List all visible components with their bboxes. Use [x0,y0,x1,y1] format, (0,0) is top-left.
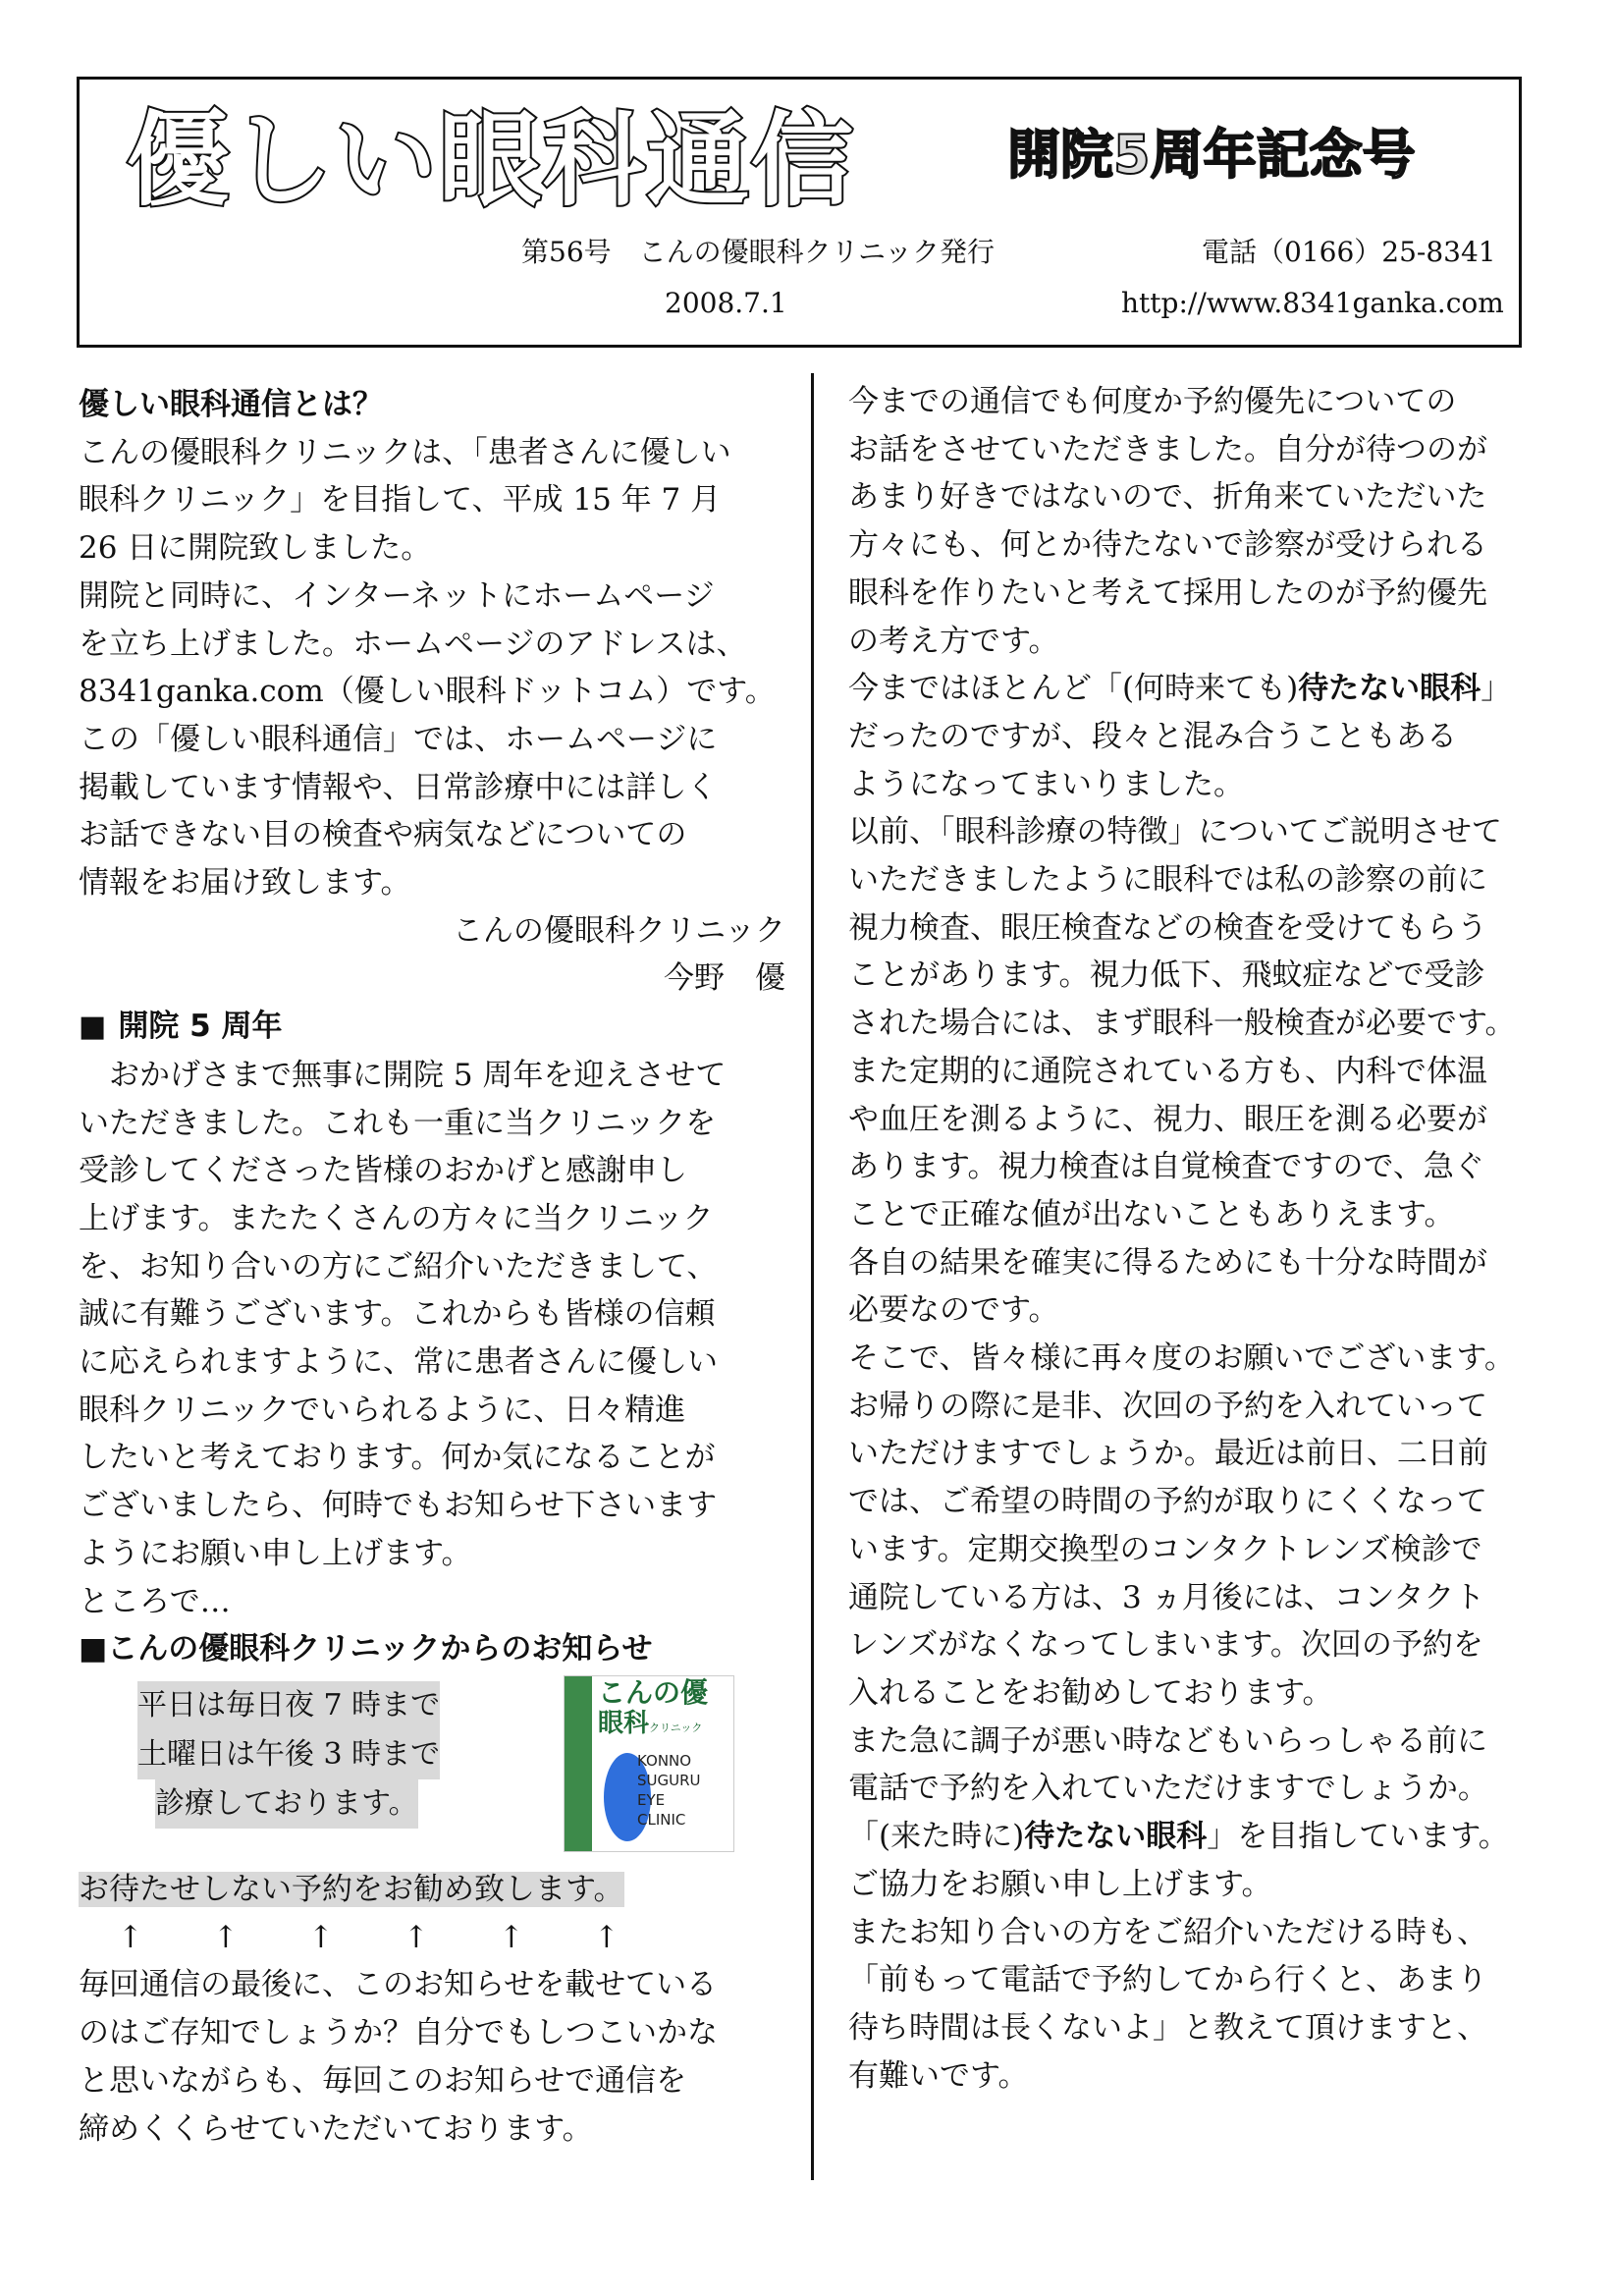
body-line: 各自の結果を確実に得るためにも十分な時間が [848,1244,1487,1281]
no-wait-emphasis: 待たない眼科 [1298,671,1481,707]
logo-text-line2: 眼科クリニック [598,1708,703,1738]
newsletter-title: 優しい眼科通信 [127,100,856,220]
body-line: 入れることをお勧めしております。 [848,1674,1333,1711]
issue-line: 第56号 こんの優眼科クリニック発行 [521,236,995,268]
body-line: を立ち上げました。ホームページのアドレスは、 [79,626,747,662]
hours-note: 診療しております。 [155,1779,418,1829]
body-line: 通院している方は、3 ヵ月後には、コンタクト [848,1579,1485,1615]
up-arrow-icon: ↑ [213,1919,239,1955]
body-line: また急に調子が悪い時などもいらっしゃる前に [848,1722,1487,1759]
anniversary-heading [79,1003,785,1052]
body-line: に応えられますように、常に患者さんに優しい [79,1344,718,1381]
body-line: 情報をお届け致します。 [79,865,411,902]
body-line: や血圧を測るように、視力、眼圧を測る必要が [848,1101,1487,1137]
wait-line-1: 今まではほとんど「(何時来ても)待たない眼科」 [848,671,1512,707]
body-line: お帰りの際に是非、次回の予約を入れていって [848,1388,1487,1424]
right-column [848,378,1547,2100]
clinic-hours [137,1681,440,1829]
body-line: 有難いです。 [848,2057,1029,2094]
body-line: のはご存知でしょうか？自分でもしつこいかな [79,2015,718,2051]
signature-clinic: こんの優眼科クリニック [452,912,785,949]
body-line: 上げます。またたくさんの方々に当クリニック [79,1200,714,1236]
body-line: ようにお願い申し上げます。 [79,1535,472,1571]
body-line: いただけますでしょうか。最近は前日、二日前 [848,1436,1488,1472]
body-line: お話をさせていただきました。自分が待つのが [848,431,1487,467]
body-line: 視力検査、眼圧検査などの検査を受けてもらう [848,909,1487,946]
body-line: 眼科クリニックでいられるように、日々精進 [79,1392,686,1428]
body-line: ご協力をお願い申し上げます。 [848,1866,1272,1902]
reservation-closing [848,1861,1547,2101]
body-line: では、ご希望の時間の予約が取りにくくなって [848,1484,1487,1520]
notice-box [79,1673,785,1866]
body-line: そこで、皆々様に再々度のお願いでございます。 [848,1340,1515,1377]
body-line: 受診してくださった皆様のおかげと感謝申し [79,1153,687,1189]
anniversary-body [79,1052,785,1625]
body-line: 26 日に開院致しました。 [79,530,432,567]
body-line: あります。視力検査は自覚検査ですので、急ぐ [848,1149,1484,1185]
body-line: います。定期交換型のコンタクトレンズ検診で [848,1531,1482,1567]
logo-accent-bar [565,1676,592,1851]
no-wait-emphasis: 待たない眼科 [1024,1819,1208,1855]
phone-number: 電話（0166）25-8341 [1202,236,1496,268]
body-line: あまり好きではないので、折角来ていただいた [848,479,1487,516]
body-line: 必要なのです。 [848,1292,1059,1329]
body-line: を、お知り合いの方にご紹介いただきまして、 [79,1248,718,1285]
body-line: 眼科を作りたいと考えて採用したのが予約優先 [848,574,1487,611]
reservation-body [848,713,1547,1813]
notice-heading: ■こんの優眼科クリニックからのお知らせ [79,1631,653,1667]
arrow-row [79,1914,785,1962]
body-line: 方々にも、何とか待たないで診察が受けられる [848,527,1487,564]
body-line: 8341ganka.com（優しい眼科ドットコム）です。 [79,674,776,710]
website-url[interactable]: http://www.8341ganka.com [1121,287,1504,319]
body-line: ことで正確な値が出ないこともありえます。 [848,1196,1455,1232]
body-line: と思いながらも、毎回このお知らせで通信を [79,2062,687,2099]
body-line: ところで… [79,1583,231,1619]
anniversary-heading-text: 開院 5 周年 [118,1009,283,1045]
body-line: この「優しい眼科通信」では、ホームページに [79,721,718,757]
hours-saturday: 土曜日は午後 3 時まで [137,1730,440,1779]
body-line: だったのですが、段々と混み合うこともある [848,718,1457,754]
clinic-logo [564,1675,734,1852]
body-line: ございましたら、何時でもお知らせ下さいます [79,1488,718,1524]
body-line: ことがあります。視力低下、飛蚊症などで受診 [848,957,1485,994]
body-line: 眼科クリニック」を目指して、平成 15 年 7 月 [79,482,722,519]
body-line: ようになってまいりました。 [848,766,1244,802]
body-line: お話できない目の検査や病気などについての [79,817,687,853]
wait-line-2: 「(来た時に)待たない眼科」を目指しています。 [848,1819,1509,1855]
body-line: こんの優眼科クリニックは、「患者さんに優しい [79,434,731,470]
body-line: 今までの通信でも何度か予約優先についての [848,384,1457,419]
body-line: 掲載しています情報や、日常診療中には詳しく [79,769,718,805]
body-line: 以前、「眼科診療の特徴」についてご説明させて [848,814,1502,850]
body-line: おかげさまで無事に開院 5 周年を迎えさせて [79,1057,727,1093]
logo-english-text: KONNO SUGURU EYE CLINIC [637,1751,701,1829]
body-line: いただきました。これも一重に当クリニックを [79,1105,717,1141]
body-line: された場合には、まず眼科一般検査が必要です。 [848,1006,1516,1042]
body-line: 待ち時間は長くないよ」と教えて頂けますと、 [848,2009,1487,2046]
body-line: 開院と同時に、インターネットにホームページ [79,577,715,614]
body-line: 電話で予約を入れていただけますでしょうか。 [848,1771,1488,1807]
body-line: の考え方です。 [848,623,1059,659]
masthead [77,77,1522,348]
intro-heading: 優しい眼科通信とは？ [79,387,383,422]
hours-weekday: 平日は毎日夜 7 時まで [137,1681,440,1730]
up-arrow-icon: ↑ [308,1919,334,1955]
up-arrow-icon: ↑ [404,1919,429,1955]
issue-date: 2008.7.1 [665,287,787,319]
intro-body [79,429,785,907]
body-line: したいと考えております。何か気になることが [79,1440,716,1476]
anniversary-subtitle: 開院5周年記念号 [1007,124,1416,186]
body-line: またお知り合いの方をご紹介いただける時も、 [848,1914,1487,1950]
column-divider [811,373,814,2180]
up-arrow-icon: ↑ [499,1919,524,1955]
body-line: また定期的に通院されている方も、内科で体温 [848,1053,1487,1089]
up-arrow-icon: ↑ [118,1919,143,1955]
reservation-intro [848,378,1547,665]
signature-name: 今野 優 [664,960,785,997]
square-bullet-icon: ■ [79,1010,107,1045]
body-line: 毎回通信の最後に、このお知らせを載せている [79,1967,718,2003]
left-column [79,381,785,2153]
body-line: レンズがなくなってしまいます。次回の予約を [848,1627,1483,1664]
logo-text-line1: こんの優 [598,1675,709,1709]
body-line: 誠に有難うございます。これからも皆様の信頼 [79,1296,716,1333]
body-line: いただきましたように眼科では私の診察の前に [848,862,1487,899]
up-arrow-icon: ↑ [594,1919,619,1955]
reservation-notice: お待たせしない予約をお勧め致します。 [79,1871,624,1907]
body-line: 締めくくらせていただいております。 [79,2110,593,2147]
closing-body [79,1961,785,2153]
body-line: 「前もって電話で予約してから行くと、あまり [848,1962,1487,1998]
